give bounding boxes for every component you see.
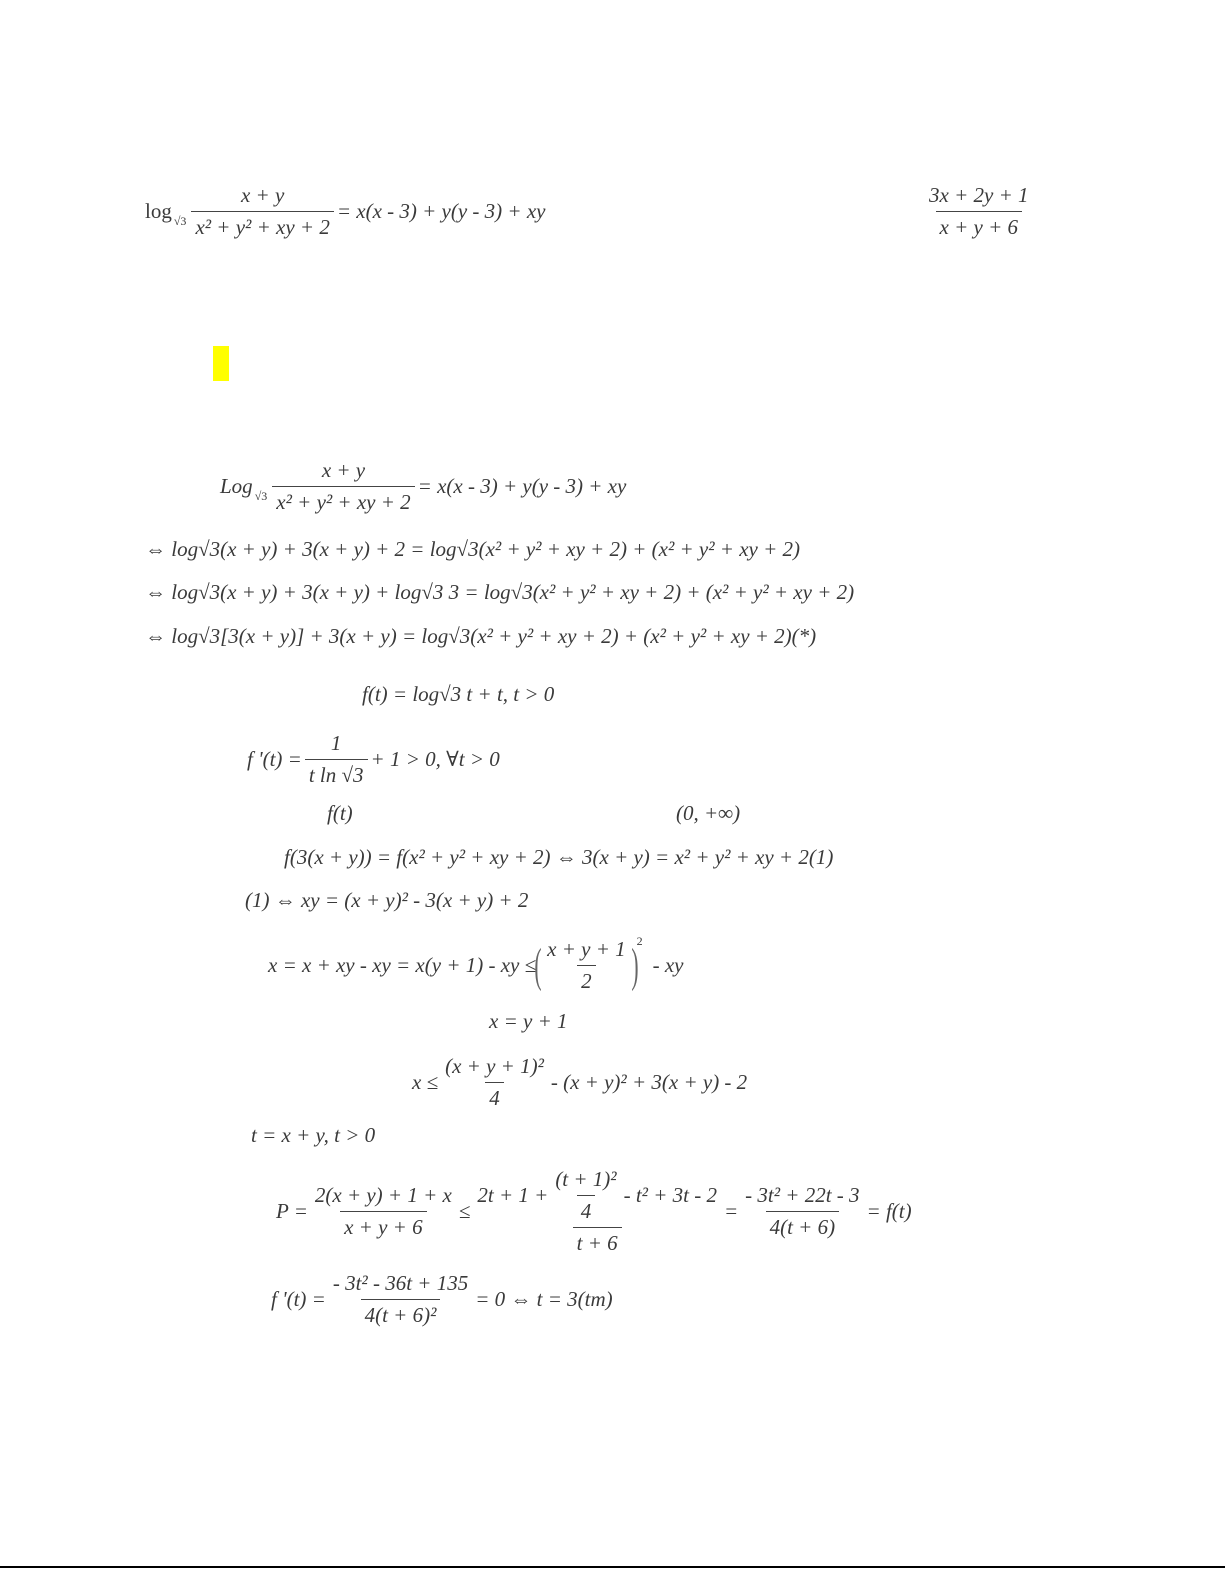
line3-text: ⇔ log√3(x + y) + 3(x + y) + log√3 3 = log√3(x² + y² + xy + 2) + (x² + y² + xy + 2) — [145, 580, 855, 604]
fraction-numerator: x + y — [321, 458, 366, 482]
log-fn: Log — [220, 474, 253, 498]
page-bottom-border — [0, 1566, 1225, 1568]
fraction-numerator: - 3t² + 22t - 3 — [745, 1183, 860, 1207]
solution-line-3 — [145, 580, 854, 605]
interval-label: (0, +∞) — [676, 801, 741, 825]
eq-sign: = — [723, 1199, 739, 1223]
solution-line-1 — [220, 458, 626, 515]
line1-rhs: = x(x - 3) + y(y - 3) + xy — [417, 474, 627, 498]
bound-fraction — [441, 1054, 548, 1111]
solution-line-2 — [145, 537, 800, 562]
fraction-denominator: 4(t + 6)² — [361, 1299, 441, 1328]
target-denominator: x + y + 6 — [936, 211, 1022, 240]
bound-rhs: - (x + y)² + 3(x + y) - 2 — [550, 1070, 748, 1094]
solution-line-9 — [245, 888, 528, 913]
line9-text: (1) ⇔ xy = (x + y)² - 3(x + y) + 2 — [245, 888, 529, 912]
derivative-rhs: = 0 ⇔ t = 3(tm) — [475, 1287, 613, 1311]
amgm-fraction — [543, 937, 629, 994]
inner-numerator: (t + 1)² — [555, 1167, 617, 1191]
numerator-part-a: 2t + 1 + — [477, 1183, 549, 1207]
fraction-numerator: 1 — [330, 731, 342, 755]
derivative-rhs: + 1 > 0, ∀t > 0 — [370, 747, 500, 771]
big-fraction-numerator — [473, 1167, 721, 1227]
fraction-denominator: 2 — [577, 965, 596, 994]
solution-line-12 — [412, 1054, 747, 1111]
fraction-denominator: t ln √3 — [305, 759, 368, 788]
fraction-numerator: 2(x + y) + 1 + x — [314, 1183, 452, 1207]
line8-text: f(3(x + y)) = f(x² + y² + xy + 2) ⇔ 3(x + y) = x² + y² + xy + 2(1) — [284, 845, 834, 869]
log-fn: log — [145, 199, 172, 223]
solution-line-7b — [676, 801, 740, 826]
fraction-denominator: 4(t + 6) — [766, 1211, 840, 1240]
inequality-rhs: - xy — [652, 953, 684, 977]
solution-line-7a — [327, 801, 353, 826]
exponent: 2 — [636, 934, 643, 948]
derivative-lhs: f '(t) = — [271, 1287, 326, 1311]
fraction-denominator: x + y + 6 — [340, 1211, 426, 1240]
target-expression — [922, 183, 1035, 240]
derivative-fraction — [329, 1271, 472, 1328]
right-paren: ) — [631, 938, 639, 992]
line1-fraction — [272, 458, 414, 515]
fraction-numerator: x + y + 1 — [547, 937, 626, 961]
target-numerator: 3x + 2y + 1 — [929, 183, 1029, 207]
solution-line-13 — [251, 1123, 375, 1148]
p-fraction — [311, 1183, 456, 1240]
text-highlight-marker — [213, 346, 229, 381]
inner-fraction — [551, 1167, 620, 1224]
log-base: √3 — [254, 489, 268, 503]
fraction-numerator: (x + y + 1)² — [445, 1054, 544, 1078]
left-paren: ( — [534, 938, 542, 992]
problem-equation — [145, 183, 545, 240]
inner-denominator: 4 — [577, 1195, 596, 1224]
problem-fraction — [191, 183, 333, 240]
function-label: f(t) — [327, 801, 353, 825]
fraction-numerator: - 3t² - 36t + 135 — [332, 1271, 469, 1295]
bound-lhs: x ≤ — [412, 1070, 439, 1094]
solution-line-10 — [268, 934, 684, 994]
line2-text: ⇔ log√3(x + y) + 3(x + y) + 2 = log√3(x² + y² + xy + 2) + (x² + y² + xy + 2) — [145, 537, 800, 561]
p-rhs: = f(t) — [866, 1199, 912, 1223]
equality-condition: x = y + 1 — [489, 1009, 568, 1033]
solution-line-15 — [271, 1271, 613, 1328]
derivative-fraction — [305, 731, 368, 788]
p-lhs: P = — [276, 1199, 308, 1223]
line4-text: ⇔ log√3[3(x + y)] + 3(x + y) = log√3(x² + y² + xy + 2) + (x² + y² + xy + 2)(*) — [145, 624, 817, 648]
inequality-lhs: x = x + xy - xy = x(y + 1) - xy ≤ — [268, 953, 537, 977]
fraction-denominator: x² + y² + xy + 2 — [191, 211, 333, 240]
log-base: √3 — [173, 214, 187, 228]
numerator-part-b: - t² + 3t - 2 — [623, 1183, 717, 1207]
substitution-text: t = x + y, t > 0 — [251, 1123, 376, 1147]
derivative-lhs: f '(t) = — [247, 747, 302, 771]
solution-line-5 — [362, 682, 554, 707]
big-fraction-denominator: t + 6 — [573, 1227, 622, 1256]
fraction-numerator: x + y — [240, 183, 285, 207]
solution-line-8 — [284, 845, 833, 870]
problem-rhs: = x(x - 3) + y(y - 3) + xy — [336, 199, 546, 223]
line5-text: f(t) = log√3 t + t, t > 0 — [362, 682, 555, 706]
solution-line-6 — [247, 731, 500, 788]
leq-sign: ≤ — [458, 1199, 471, 1223]
fraction-denominator: x² + y² + xy + 2 — [272, 486, 414, 515]
target-fraction — [925, 183, 1032, 240]
fraction-denominator: 4 — [485, 1082, 504, 1111]
solution-line-4 — [145, 624, 816, 649]
bound-big-fraction — [473, 1167, 721, 1256]
solution-line-11 — [489, 1009, 567, 1034]
result-fraction — [741, 1183, 863, 1240]
solution-line-14 — [276, 1167, 912, 1256]
